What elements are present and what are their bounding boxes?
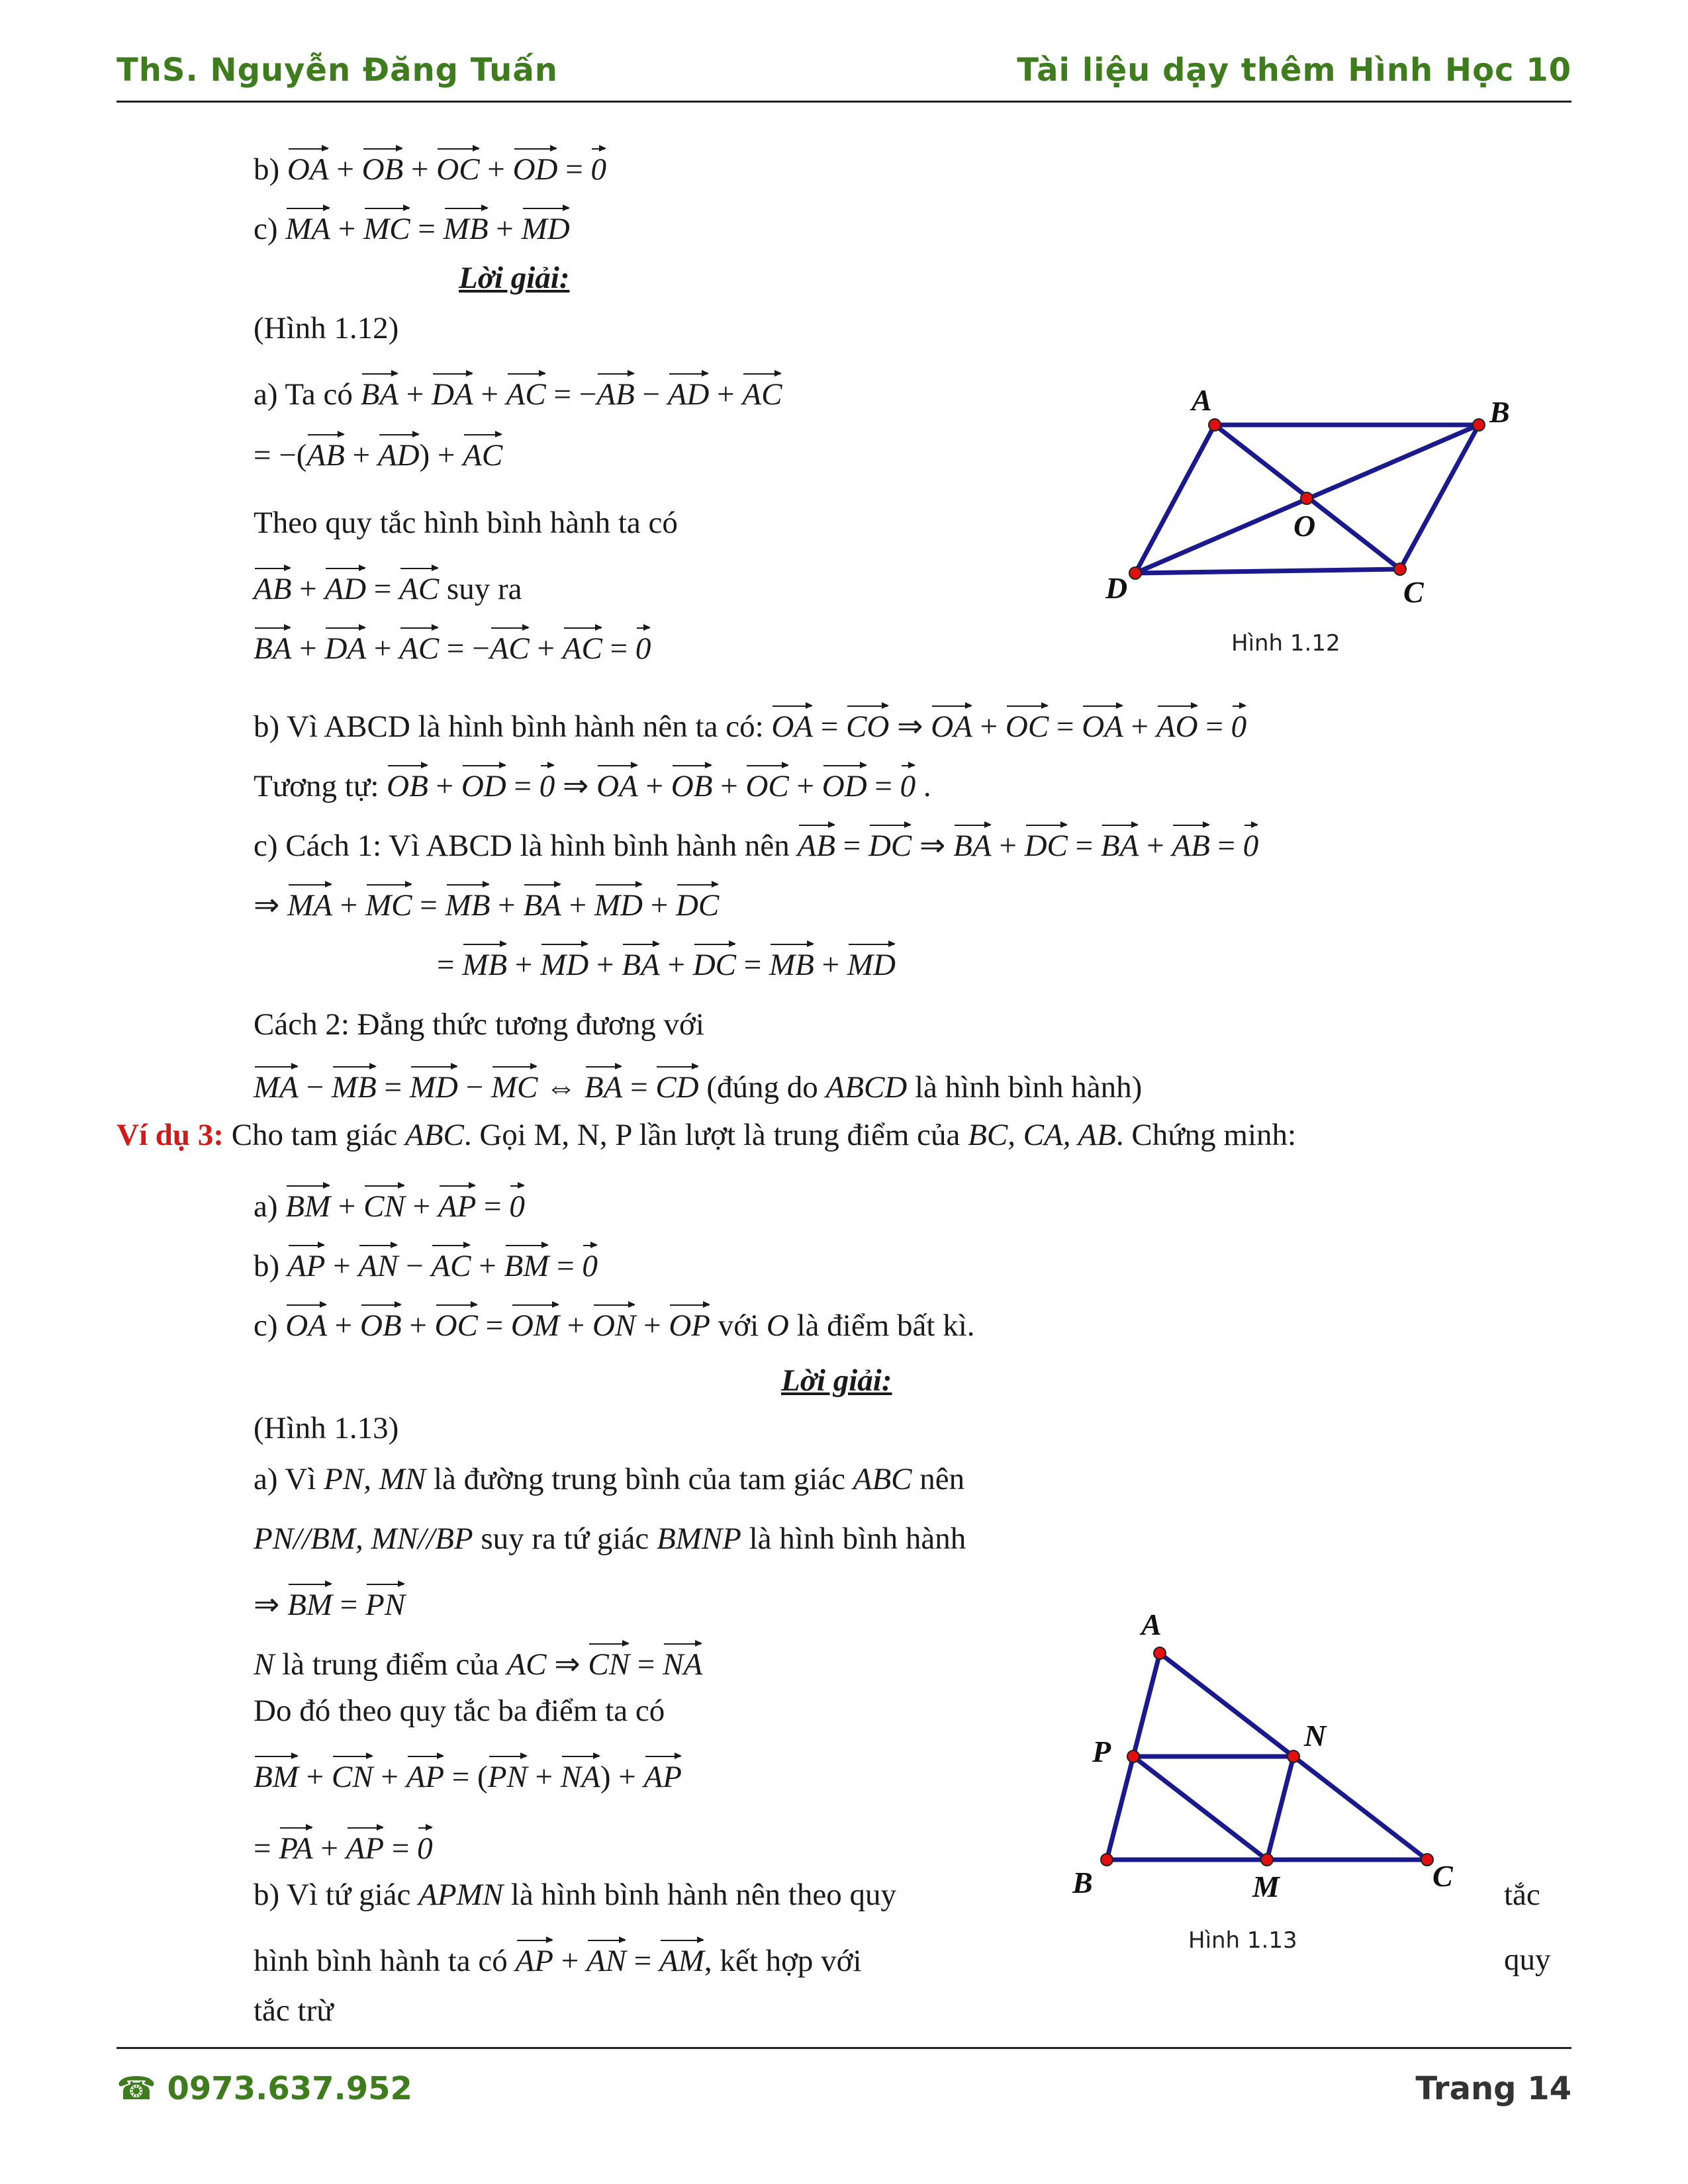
segment-nm — [1267, 1756, 1293, 1860]
la-duong-tb: là đường trung bình của tam giác — [433, 1462, 845, 1496]
ac-ref: AC — [506, 1647, 547, 1682]
b-vi: b) Vì ABCD là hình bình hành nên ta có: — [254, 709, 764, 744]
abc-ref: ABC — [853, 1462, 912, 1496]
edge-cd — [1135, 569, 1400, 573]
point-o — [1301, 492, 1313, 504]
bmnp: BMNP — [656, 1522, 741, 1556]
loi-giai-heading-2: Lời giải: — [781, 1363, 892, 1398]
la-trung-diem: là trung điểm của — [282, 1647, 499, 1682]
point-m — [1261, 1854, 1273, 1866]
sol3-a-line5: BM + CN + AP = (PN + NA) + AP — [254, 1752, 682, 1796]
la-hbh: là hình bình hành — [749, 1522, 966, 1556]
figure-1-12-caption: Hình 1.12 — [1231, 630, 1340, 657]
solution-a-line4: BA + DA + AC = −AC + AC = 0 — [254, 623, 651, 667]
la-hbh-nen-theo-quy: là hình bình hành nên theo quy — [510, 1878, 896, 1912]
label-B: B — [1072, 1866, 1093, 1899]
problem-b: b) OA + OB + OC + OD = 0 — [254, 144, 606, 188]
sol3-a-line6: = PA + AP = 0 — [254, 1823, 433, 1867]
sol3-a-line3: ⇒ BM = PN — [254, 1580, 405, 1623]
n-ref: N — [254, 1647, 275, 1682]
point-a — [1154, 1647, 1166, 1659]
sol3-b-line2: hình bình hành ta có AP + AN = AM, kết hợp với — [254, 1936, 862, 1979]
label-b2: b) — [254, 1249, 280, 1283]
edge-bc — [1400, 425, 1479, 569]
edge-da — [1135, 425, 1215, 573]
cach2-line: MA − MB = MD − MC ⇔ BA = CD (đúng do ABCD là hình bình hành) — [254, 1062, 1142, 1106]
segment-pm — [1133, 1756, 1267, 1860]
a-taco: a) Ta có — [254, 377, 353, 412]
tac-word: tắc — [1504, 1878, 1540, 1912]
label-C: C — [1403, 575, 1424, 609]
solution-b-line1: b) Vì ABCD là hình bình hành nên ta có: OA = CO ⇒ OA + OC = OA + AO = 0 — [254, 702, 1246, 745]
nen: nên — [919, 1462, 965, 1496]
footer-rule — [117, 2047, 1571, 2049]
sol3-b-line1 — [254, 1876, 896, 1913]
do-do: Do đó theo quy tắc ba điểm ta có — [254, 1694, 665, 1728]
solution-a-line3: AB + AD = AC suy ra — [254, 564, 522, 608]
point-b — [1473, 419, 1485, 431]
point-c — [1421, 1854, 1433, 1866]
a-vi: a) Vì — [254, 1462, 316, 1496]
point-n — [1288, 1751, 1299, 1762]
sol3-a-line1 — [254, 1461, 964, 1498]
label-M: M — [1252, 1870, 1280, 1903]
label-O: O — [1293, 509, 1316, 543]
vidu3-b: b) AP + AN − AC + BM = 0 — [254, 1241, 598, 1285]
vidu3-label: Ví dụ 3: — [117, 1118, 224, 1152]
vidu3-text2: . Gọi M, N, P lần lượt là trung điểm của — [463, 1118, 961, 1152]
tuong-tu: Tương tự: — [254, 769, 379, 803]
point-a — [1209, 419, 1221, 431]
solution-a-line1: a) Ta có BA + DA + AC = −AB − AD + AC — [254, 369, 782, 413]
header-rule — [117, 101, 1571, 103]
label-N: N — [1304, 1719, 1327, 1752]
vidu3-text3: . Chứng minh: — [1115, 1118, 1297, 1152]
figure-1-13-caption: Hình 1.13 — [1188, 1927, 1297, 1954]
point-c — [1394, 563, 1406, 575]
vidu3-sides: BC, CA, AB — [968, 1118, 1116, 1152]
apmn: APMN — [418, 1878, 504, 1912]
suy-ra: suy ra — [446, 572, 522, 606]
theo-quy-tac: Theo quy tắc hình bình hành ta có — [254, 506, 678, 540]
label-c: c) — [254, 212, 278, 246]
vidu3-a: a) BM + CN + AP = 0 — [254, 1181, 525, 1225]
solution-c-line1: c) Cách 1: Vì ABCD là hình bình hành nên AB = DC ⇒ BA + DC = BA + AB = 0 — [254, 821, 1258, 864]
b-vi-tu-giac: b) Vì tứ giác — [254, 1878, 411, 1912]
label-C: C — [1432, 1859, 1453, 1893]
header-title: Tài liệu dạy thêm Hình Học 10 — [1017, 52, 1571, 89]
label-P: P — [1092, 1735, 1111, 1768]
sol3-a-line4: N là trung điểm của AC ⇒ CN = NA — [254, 1639, 702, 1683]
label-A: A — [1192, 383, 1212, 417]
footer-phone: ☎ 0973.637.952 — [117, 2070, 412, 2107]
header-author: ThS. Nguyễn Đăng Tuấn — [117, 52, 558, 89]
point-b — [1101, 1854, 1113, 1866]
label-c2: c) — [254, 1308, 278, 1343]
sol3-a-line2 — [254, 1520, 966, 1557]
footer-page: Trang 14 — [1415, 2070, 1571, 2107]
cach2: Cách 2: Đẳng thức tương đương với — [254, 1007, 704, 1042]
solution-c-line3: = MB + MD + BA + DC = MB + MD — [437, 940, 896, 983]
pn-mn: PN, MN — [324, 1462, 426, 1496]
tac-tru: tắc trừ — [254, 1993, 334, 2028]
label-b: b) — [254, 152, 280, 187]
label-a: a) — [254, 1189, 278, 1224]
suy-ra-tu-giac: suy ra tứ giác — [481, 1522, 649, 1556]
vidu3-statement — [117, 1116, 1296, 1154]
hinh113-reference: (Hình 1.13) — [254, 1411, 399, 1445]
figure-1-12 — [1099, 377, 1523, 668]
point-d — [1129, 567, 1141, 579]
hbh-ta-co: hình bình hành ta có — [254, 1944, 508, 1978]
la-hbh-close: là hình bình hành) — [915, 1070, 1143, 1105]
loi-giai-heading-1: Lời giải: — [459, 261, 570, 295]
ket-hop-voi: , kết hợp với — [704, 1944, 862, 1978]
label-A: A — [1141, 1615, 1162, 1641]
label-D: D — [1105, 571, 1128, 605]
problem-c: c) MA + MC = MB + MD — [254, 204, 570, 248]
quy-word: quy — [1504, 1942, 1551, 1977]
point-p — [1127, 1751, 1139, 1762]
vidu3-abc: ABC — [405, 1118, 464, 1152]
label-B: B — [1489, 395, 1510, 429]
c-cach1: c) Cách 1: Vì ABCD là hình bình hành nên — [254, 829, 790, 863]
la-diem-bat-ki: là điểm bất kì. — [796, 1308, 975, 1343]
pn-parallel: PN//BM, MN//BP — [254, 1522, 473, 1556]
abcd-ref: ABCD — [825, 1070, 908, 1105]
hinh112-reference: (Hình 1.12) — [254, 311, 399, 345]
voi-o: với — [718, 1308, 759, 1343]
solution-b-line2: Tương tự: OB + OD = 0 ⇒ OA + OB + OC + OD = 0 . — [254, 761, 931, 805]
dung-do: (đúng do — [706, 1070, 818, 1105]
solution-a-line2: = −(AB + AD) + AC — [254, 430, 502, 474]
solution-c-line2: ⇒ MA + MC = MB + BA + MD + DC — [254, 880, 719, 924]
figure-1-13 — [1059, 1615, 1496, 1919]
vidu3-text1: Cho tam giác — [231, 1118, 398, 1152]
vidu3-c: c) OA + OB + OC = OM + ON + OP với O là điểm bất kì. — [254, 1300, 975, 1344]
point-o-ref: O — [766, 1308, 789, 1343]
